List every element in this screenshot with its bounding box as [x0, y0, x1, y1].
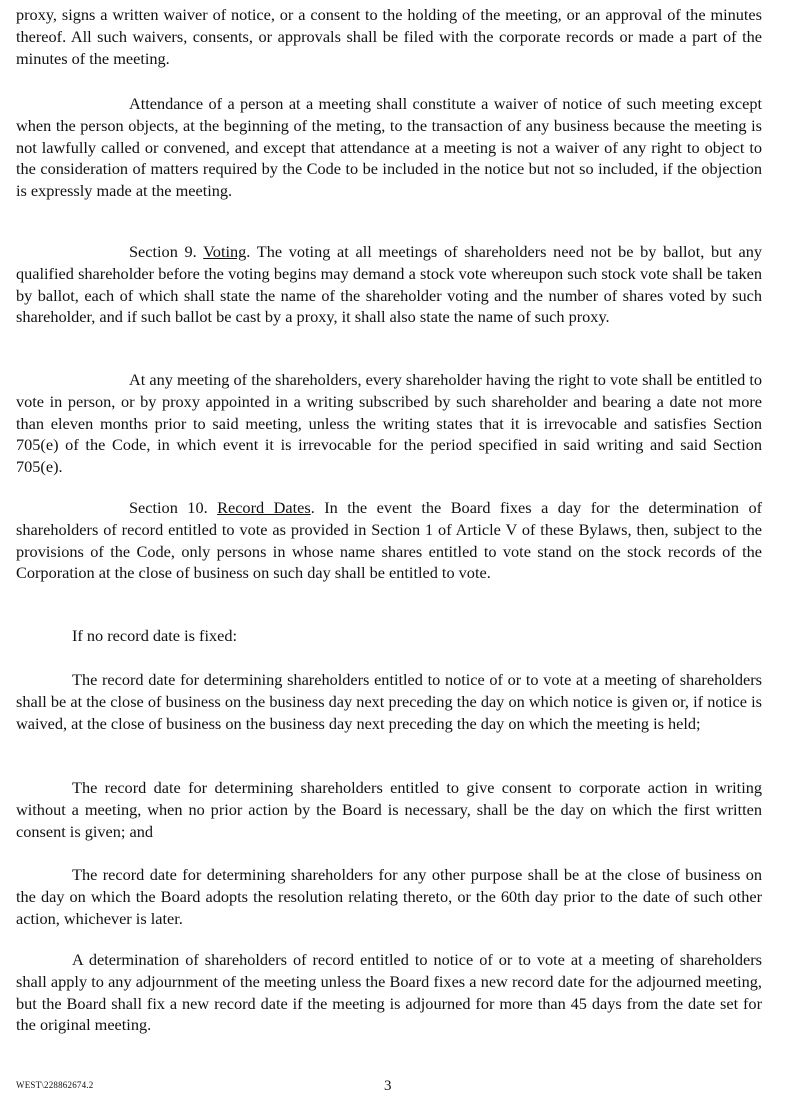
paragraph-adjournment: A determination of shareholders of record entitled to notice of or to vote at a meeting of shareholders shall apply to any adjournment of the meeting unless the Board fixes a new record date for the adjourned meeting, but the Board shall fix a new record date if the meeting is adjourned for more than 45 days from the date set for the original meeting. — [16, 950, 762, 1035]
paragraph-notice-record-date: The record date for determining shareholders entitled to notice of or to vote at a meeting of shareholders shall be at the close of business on the business day next preceding the day on which notice is given or, if notice is waived, at the close of business on the business day next preceding the day on which the meeting is held; — [16, 670, 762, 733]
paragraph-no-record-date: If no record date is fixed: — [72, 626, 238, 645]
section-9-heading: Voting — [203, 242, 247, 261]
footer-page-number: 3 — [384, 1078, 392, 1094]
footer-document-id: WEST\228862674.2 — [16, 1080, 94, 1090]
paragraph-proxy: At any meeting of the shareholders, every shareholder having the right to vote shall be entitled to vote in person, or by proxy appointed in a writing subscribed by such shareholder and bearing a date not more than eleven months prior to said meeting, unless the writing states that it is irrevocable and satisfies Section 705(e) of the Code, in which event it is irrevocable for the period specified in said writing and said Section 705(e). — [16, 370, 762, 477]
paragraph-other-record-date: The record date for determining shareholders for any other purpose shall be at the close of business on the day on which the Board adopts the resolution relating thereto, or the 60th day prior to the date of such other action, whichever is later. — [16, 865, 762, 928]
paragraph-consent-record-date: The record date for determining shareholders entitled to give consent to corporate action in writing without a meeting, when no prior action by the Board is necessary, shall be the day on which the first written consent is given; and — [16, 778, 762, 841]
paragraph-section-10-record-dates — [16, 497, 762, 584]
section-10-body: . In the event the Board fixes a day for the determination of shareholders of record entitled to vote as provided in Section 1 of Article V of these Bylaws, then, subject to the provisions of the Code, only persons in whose name shares entitled to vote stand on the stock records of the Corporation at the close of business on such day shall be entitled to vote. — [16, 498, 763, 583]
section-10-prefix: Section 10. — [129, 498, 218, 517]
section-9-body: . The voting at all meetings of shareholders need not be by ballot, but any qualified shareholder before the voting begins may demand a stock vote whereupon such stock vote shall be taken by ballot, each of which shall state the name of the shareholder voting and the number of shares voted by such shareholder, and if such ballot be cast by a proxy, it shall also state the name of such proxy. — [16, 242, 762, 327]
paragraph-section-9-voting — [16, 241, 762, 328]
paragraph-attendance: Attendance of a person at a meeting shall constitute a waiver of notice of such meeting except when the person objects, at the beginning of the meting, to the transaction of any business because the meeting is not lawfully called or convened, and except that attendance at a meeting is not a waiver of any right to object to the consideration of matters required by the Code to be included in the notice but not so included, if the objection is expressly made at the meeting. — [16, 94, 762, 201]
paragraph-waiver-continuation: proxy, signs a written waiver of notice, or a consent to the holding of the meeting, or an approval of the minutes thereof. All such waivers, consents, or approvals shall be filed with the corporate records or made a part of the minutes of the meeting. — [16, 5, 762, 68]
section-10-heading: Record Dates — [217, 498, 311, 517]
section-9-prefix: Section 9. — [129, 242, 204, 261]
